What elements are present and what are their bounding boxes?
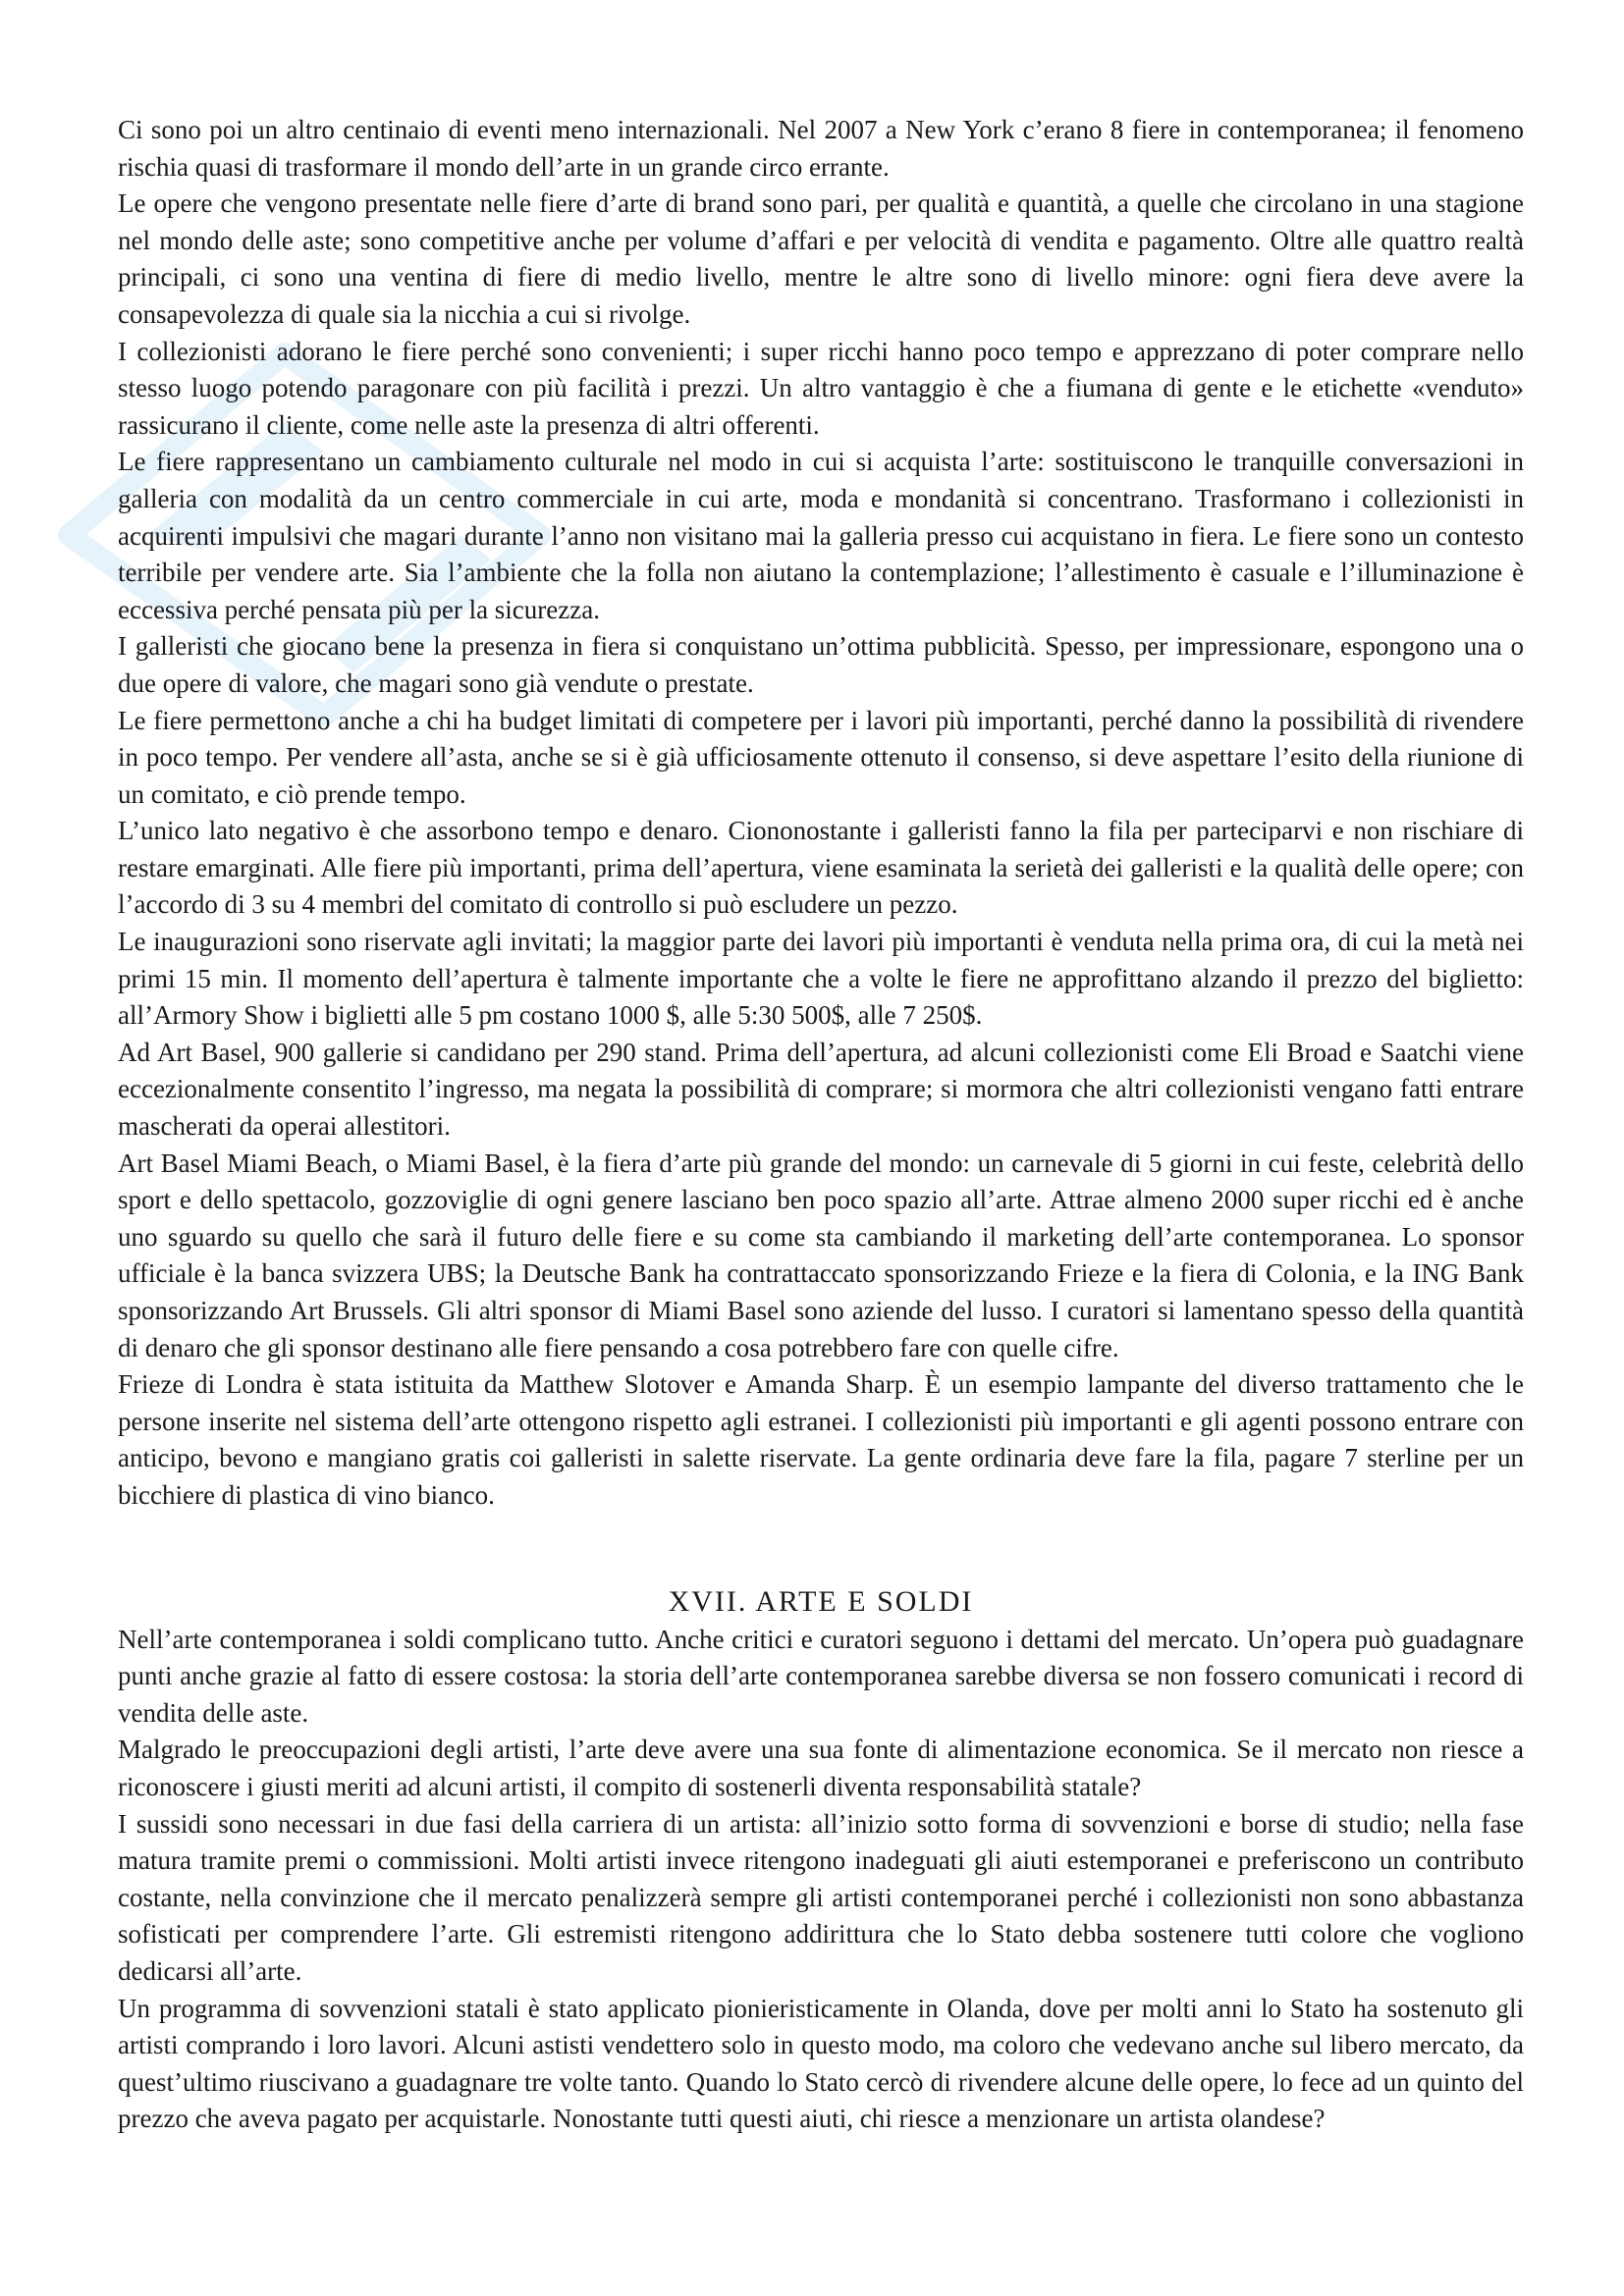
paragraph: Frieze di Londra è stata istituita da Matthew Slotover e Amanda Sharp. È un esempio lampante del diverso trattamento che le persone inserite nel sistema dell’arte ottengono rispetto agli estranei. I collezionisti più importanti e gli agenti possono entrare con anticipo, bevono e mangiano gratis coi galleristi in salette riservate. La gente ordinaria deve fare la fila, pagare 7 sterline per un bicchiere di plastica di vino bianco.	[118, 1369, 1524, 1510]
paragraph: Le fiere rappresentano un cambiamento culturale nel modo in cui si acquista l’arte: sostituiscono le tranquille conversazioni in galleria con modalità da un centro commerciale in cui arte, moda e mondanità si concentrano. Trasformano i collezionisti in acquirenti impulsivi che magari durante l’anno non visitano mai la galleria presso cui acquistano in fiera. Le fiere sono un contesto terribile per vendere arte. Sia l’ambiente che la folla non aiutano la contemplazione; l’allestimento è casuale e l’illuminazione è eccessiva perché pensata più per la sicurezza.	[118, 447, 1524, 624]
section-title: XVII. ARTE E SOLDI	[668, 1584, 974, 1618]
paragraph: Ad Art Basel, 900 gallerie si candidano per 290 stand. Prima dell’apertura, ad alcuni collezionisti come Eli Broad e Saatchi viene eccezionalmente consentito l’ingresso, ma negata la possibilità di comprare; si mormora che altri collezionisti vengano fatti entrare mascherati da operai allestitori.	[118, 1037, 1524, 1142]
document-body	[118, 112, 1524, 2138]
paragraph: Le opere che vengono presentate nelle fiere d’arte di brand sono pari, per qualità e quantità, a quelle che circolano in una stagione nel mondo delle aste; sono competitive anche per volume d’affari e per velocità di vendita e pagamento. Oltre alle quattro realtà principali, ci sono una ventina di fiere di medio livello, mentre le altre sono di livello minore: ogni fiera deve avere la consapevolezza di quale sia la nicchia a cui si rivolge.	[118, 188, 1524, 329]
paragraph: I collezionisti adorano le fiere perché sono convenienti; i super ricchi hanno poco tempo e apprezzano di poter comprare nello stesso luogo potendo paragonare con più facilità i prezzi. Un altro vantaggio è che a fiumana di gente e le etichette «venduto» rassicurano il cliente, come nelle aste la presenza di altri offerenti.	[118, 336, 1524, 440]
paragraph: Un programma di sovvenzioni statali è stato applicato pionieristicamente in Olanda, dove per molti anni lo Stato ha sostenuto gli artisti comprando i loro lavori. Alcuni astisti vendettero solo in questo modo, ma coloro che vedevano anche sul libero mercato, da quest’ultimo riuscivano a guadagnare tre volte tanto. Quando lo Stato cercò di rivendere alcune delle opere, lo fece ad un quinto del prezzo che aveva pagato per acquistarle. Nonostante tutti questi aiuti, chi riesce a menzionare un artista olandese?	[118, 1993, 1524, 2134]
section-arte-e-soldi	[118, 1622, 1524, 2138]
paragraph: I sussidi sono necessari in due fasi della carriera di un artista: all’inizio sotto forma di sovvenzioni e borse di studio; nella fase matura tramite premi o commissioni. Molti artisti invece ritengono inadeguati gli aiuti estemporanei e preferiscono un contributo costante, nella convinzione che il mercato penalizzerà sempre gli artisti contemporanei perché i collezionisti non sono abbastanza sofisticati per comprendere l’arte. Gli estremisti ritengono addirittura che lo Stato debba sostenere tutti colore che vogliono dedicarsi all’arte.	[118, 1808, 1524, 1986]
section-art-fairs	[118, 112, 1524, 1515]
paragraph: Le fiere permettono anche a chi ha budget limitati di competere per i lavori più importanti, perché danno la possibilità di rivendere in poco tempo. Per vendere all’asta, anche se si è già ufficiosamente ottenuto il consenso, si deve aspettare l’esito della riunione di un comitato, e ciò prende tempo.	[118, 705, 1524, 809]
paragraph: L’unico lato negativo è che assorbono tempo e denaro. Ciononostante i galleristi fanno la fila per parteciparvi e non rischiare di restare emarginati. Alle fiere più importanti, prima dell’apertura, viene esaminata la serietà dei galleristi e la qualità delle opere; con l’accordo di 3 su 4 membri del comitato di controllo si può escludere un pezzo.	[118, 816, 1524, 920]
paragraph: Nell’arte contemporanea i soldi complicano tutto. Anche critici e curatori seguono i dettami del mercato. Un’opera può guadagnare punti anche grazie al fatto di essere costosa: la storia dell’arte contemporanea sarebbe diversa se non fossero comunicati i record di vendita delle aste.	[118, 1624, 1524, 1728]
paragraph: Ci sono poi un altro centinaio di eventi meno internazionali. Nel 2007 a New York c’erano 8 fiere in contemporanea; il fenomeno rischia quasi di trasformare il mondo dell’arte in un grande circo errante.	[118, 115, 1524, 182]
paragraph: Art Basel Miami Beach, o Miami Basel, è la fiera d’arte più grande del mondo: un carnevale di 5 giorni in cui feste, celebrità dello sport e dello spettacolo, gozzoviglie di ogni genere lasciano ben poco spazio all’arte. Attrae almeno 2000 super ricchi ed è anche uno sguardo su quello che sarà il futuro delle fiere e su come sta cambiando il marketing dell’arte contemporanea. Lo sponsor ufficiale è la banca svizzera UBS; la Deutsche Bank ha contrattaccato sponsorizzando Frieze e la fiera di Colonia, e la ING Bank sponsorizzando Art Brussels. Gli altri sponsor di Miami Basel sono aziende del lusso. I curatori si lamentano spesso della quantità di denaro che gli sponsor destinano alle fiere pensando a cosa potrebbero fare con quelle cifre.	[118, 1148, 1524, 1362]
paragraph: Le inaugurazioni sono riservate agli invitati; la maggior parte dei lavori più importanti è venduta nella prima ora, di cui la metà nei primi 15 min. Il momento dell’apertura è talmente importante che a volte le fiere ne approfittano alzando il prezzo del biglietto: all’Armory Show i biglietti alle 5 pm costano 1000 $, alle 5:30 500$, alle 7 250$.	[118, 927, 1524, 1031]
paragraph: I galleristi che giocano bene la presenza in fiera si conquistano un’ottima pubblicità. Spesso, per impressionare, espongono una o due opere di valore, che magari sono già vendute o prestate.	[118, 631, 1524, 698]
paragraph: Malgrado le preoccupazioni degli artisti, l’arte deve avere una sua fonte di alimentazione economica. Se il mercato non riesce a riconoscere i giusti meriti ad alcuni artisti, il compito di sostenerli diventa responsabilità statale?	[118, 1735, 1524, 1801]
